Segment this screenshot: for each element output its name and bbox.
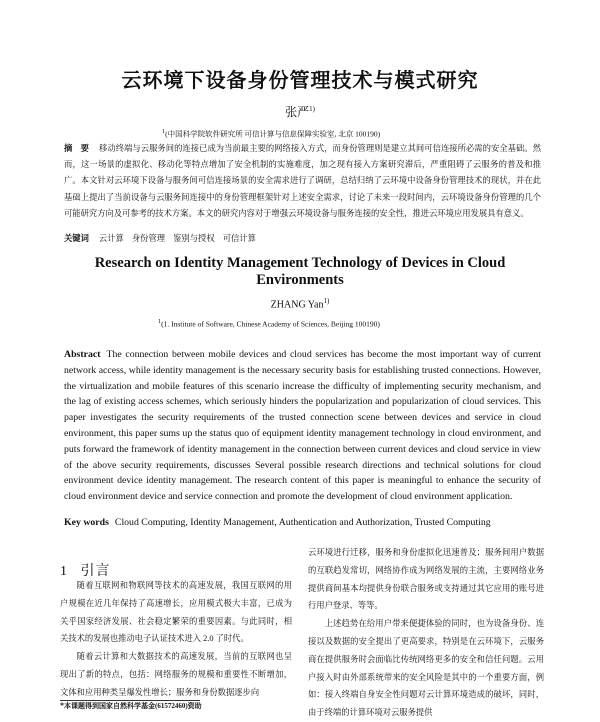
abstract-zh-label: 摘 要 <box>64 144 90 153</box>
affiliation-en <box>158 318 380 329</box>
affiliation-zh-text: (中国科学院软件研究所 可信计算与信息保障实验室, 北京 100190) <box>165 129 381 139</box>
section-number: 1 <box>60 564 68 579</box>
author-zh-sup: 1) <box>309 105 315 113</box>
abstract-en <box>64 347 541 505</box>
affiliation-zh-sup: 1 <box>162 128 166 135</box>
keywords-en-label: Key words <box>64 517 109 528</box>
body-paragraph: 上述趋势在给用户带来便捷体验的同时，也为设备身份、连接以及数据的安全提出了更高要求，特别是在云环境下，云服务商在提供服务时会面临比传统网络更多的安全和信任问题。云用户接入时由外部系统带来的安全风险是其中的一个重要方面，例如：接入终端自身安全性问题对云计算环境造成的破坏，同时，由于终端的计算环境对云服务提供 <box>308 619 544 718</box>
body-paragraph: 随着云计算和大数据技术的高速发展，当前的互联网也呈现出了新的特点，包括：网络服务的规模和重要性不断增加，文体和应用种类呈爆发性增长；服务和身份数据逐步向 <box>60 652 292 697</box>
author-zh-name: 张严 <box>285 105 310 119</box>
body-paragraph: 云环境进行迁移，服务和身份虚拟化迅速普及；服务间用户数据的互联趋发常切，网络协作成为网络发展的主流，主要网络业务提供商间基本均提供身份联合服务或支持通过其它应用的账号进行用户登录、等等。 <box>308 548 544 611</box>
abstract-en-label: Abstract <box>64 349 101 360</box>
affiliation-en-text: (1. Institute of Software, Chinese Academy of Sciences, Beijing 100190) <box>161 319 380 329</box>
footnote-text: 本课题得到国家自然科学基金(61572460)资助 <box>64 702 202 710</box>
keywords-zh-text: 云计算 身份管理 鉴别与授权 可信计算 <box>98 234 256 243</box>
author-en <box>0 297 600 310</box>
author-zh <box>0 103 600 120</box>
body-column-right <box>308 544 544 722</box>
abstract-zh <box>64 141 541 222</box>
abstract-zh-text: 移动终端与云服务间的连接已成为当前最主要的网络接入方式，而身份管理则是建立其间可信连接所必需的安全基础。然而，这一场景的虚拟化、移动化等特点增加了安全机制的实施难度，加之现有接入方案研究滞后，严重阻碍了云服务的普及和推广。本文针对云环境下设备与服务间可信连接场景的安全需求进行了调研，总结归纳了云环境中设备身份管理技术的现状，并在此基础上提出了当前设备与云服务间连接中的身份管理框架针对上述安全需求，讨论了未来一段时间内，云环境设备身份管理的几个可能研究方向及可参考的技术方案。本文的研究内容对于增强云环境设备与服务连接的安全性，推进云环境应用发展具有意义。 <box>64 144 541 218</box>
title-en: Research on Identity Management Technology of Devices in Cloud Environments <box>94 255 506 288</box>
affiliation-en-sup: 1 <box>158 318 162 325</box>
section-title: 引言 <box>80 564 111 579</box>
footnote <box>60 701 202 711</box>
keywords-zh-label: 关键词 <box>64 234 89 243</box>
keywords-en <box>64 517 491 528</box>
title-zh: 云环境下设备身份管理技术与模式研究 <box>121 70 479 92</box>
affiliation-zh <box>162 128 380 140</box>
author-en-sup: 1) <box>323 297 330 305</box>
keywords-zh <box>64 232 256 244</box>
footnote-marker: * <box>60 701 64 710</box>
abstract-en-text: The connection between mobile devices and cloud services has become the most important way of current network access, while identity management is the necessary security basis for establishing trusted connections. However, the virtualization and mobile features of this scenario increase the difficulty of implementing security mechanism, and the lag of existing access schemes, which seriously hinders the popularization and popularization of cloud services. This paper investigates the security requirements of the trusted connection scene between devices and service in cloud environment, this paper sums up the status quo of equipment identity management technology in cloud environment, and puts forward the framework of identity management in the connection between current devices and cloud service in view of the above security requirements, discusses Several possible research directions and technical solutions for cloud environment device identity management. The research content of this paper is meaningful to enhance the security of cloud environment device and service connection and promote the development of cloud environment application. <box>64 349 541 503</box>
keywords-en-text: Cloud Computing, Identity Management, Authentication and Authorization, Trusted Computing <box>114 517 491 528</box>
body-paragraph: 随着互联网和物联网等技术的高速发展，我国互联网的用户规模在近几年保持了高速增长，应用模式极大丰富，已成为关乎国家经济发展、社会稳定繁荣的重要因素。与此同时，相关技术的发展也推动电子认证技术进入 2.0 了时代。 <box>60 581 292 644</box>
body-column-left <box>60 577 292 702</box>
author-en-name: ZHANG Yan <box>270 299 324 311</box>
